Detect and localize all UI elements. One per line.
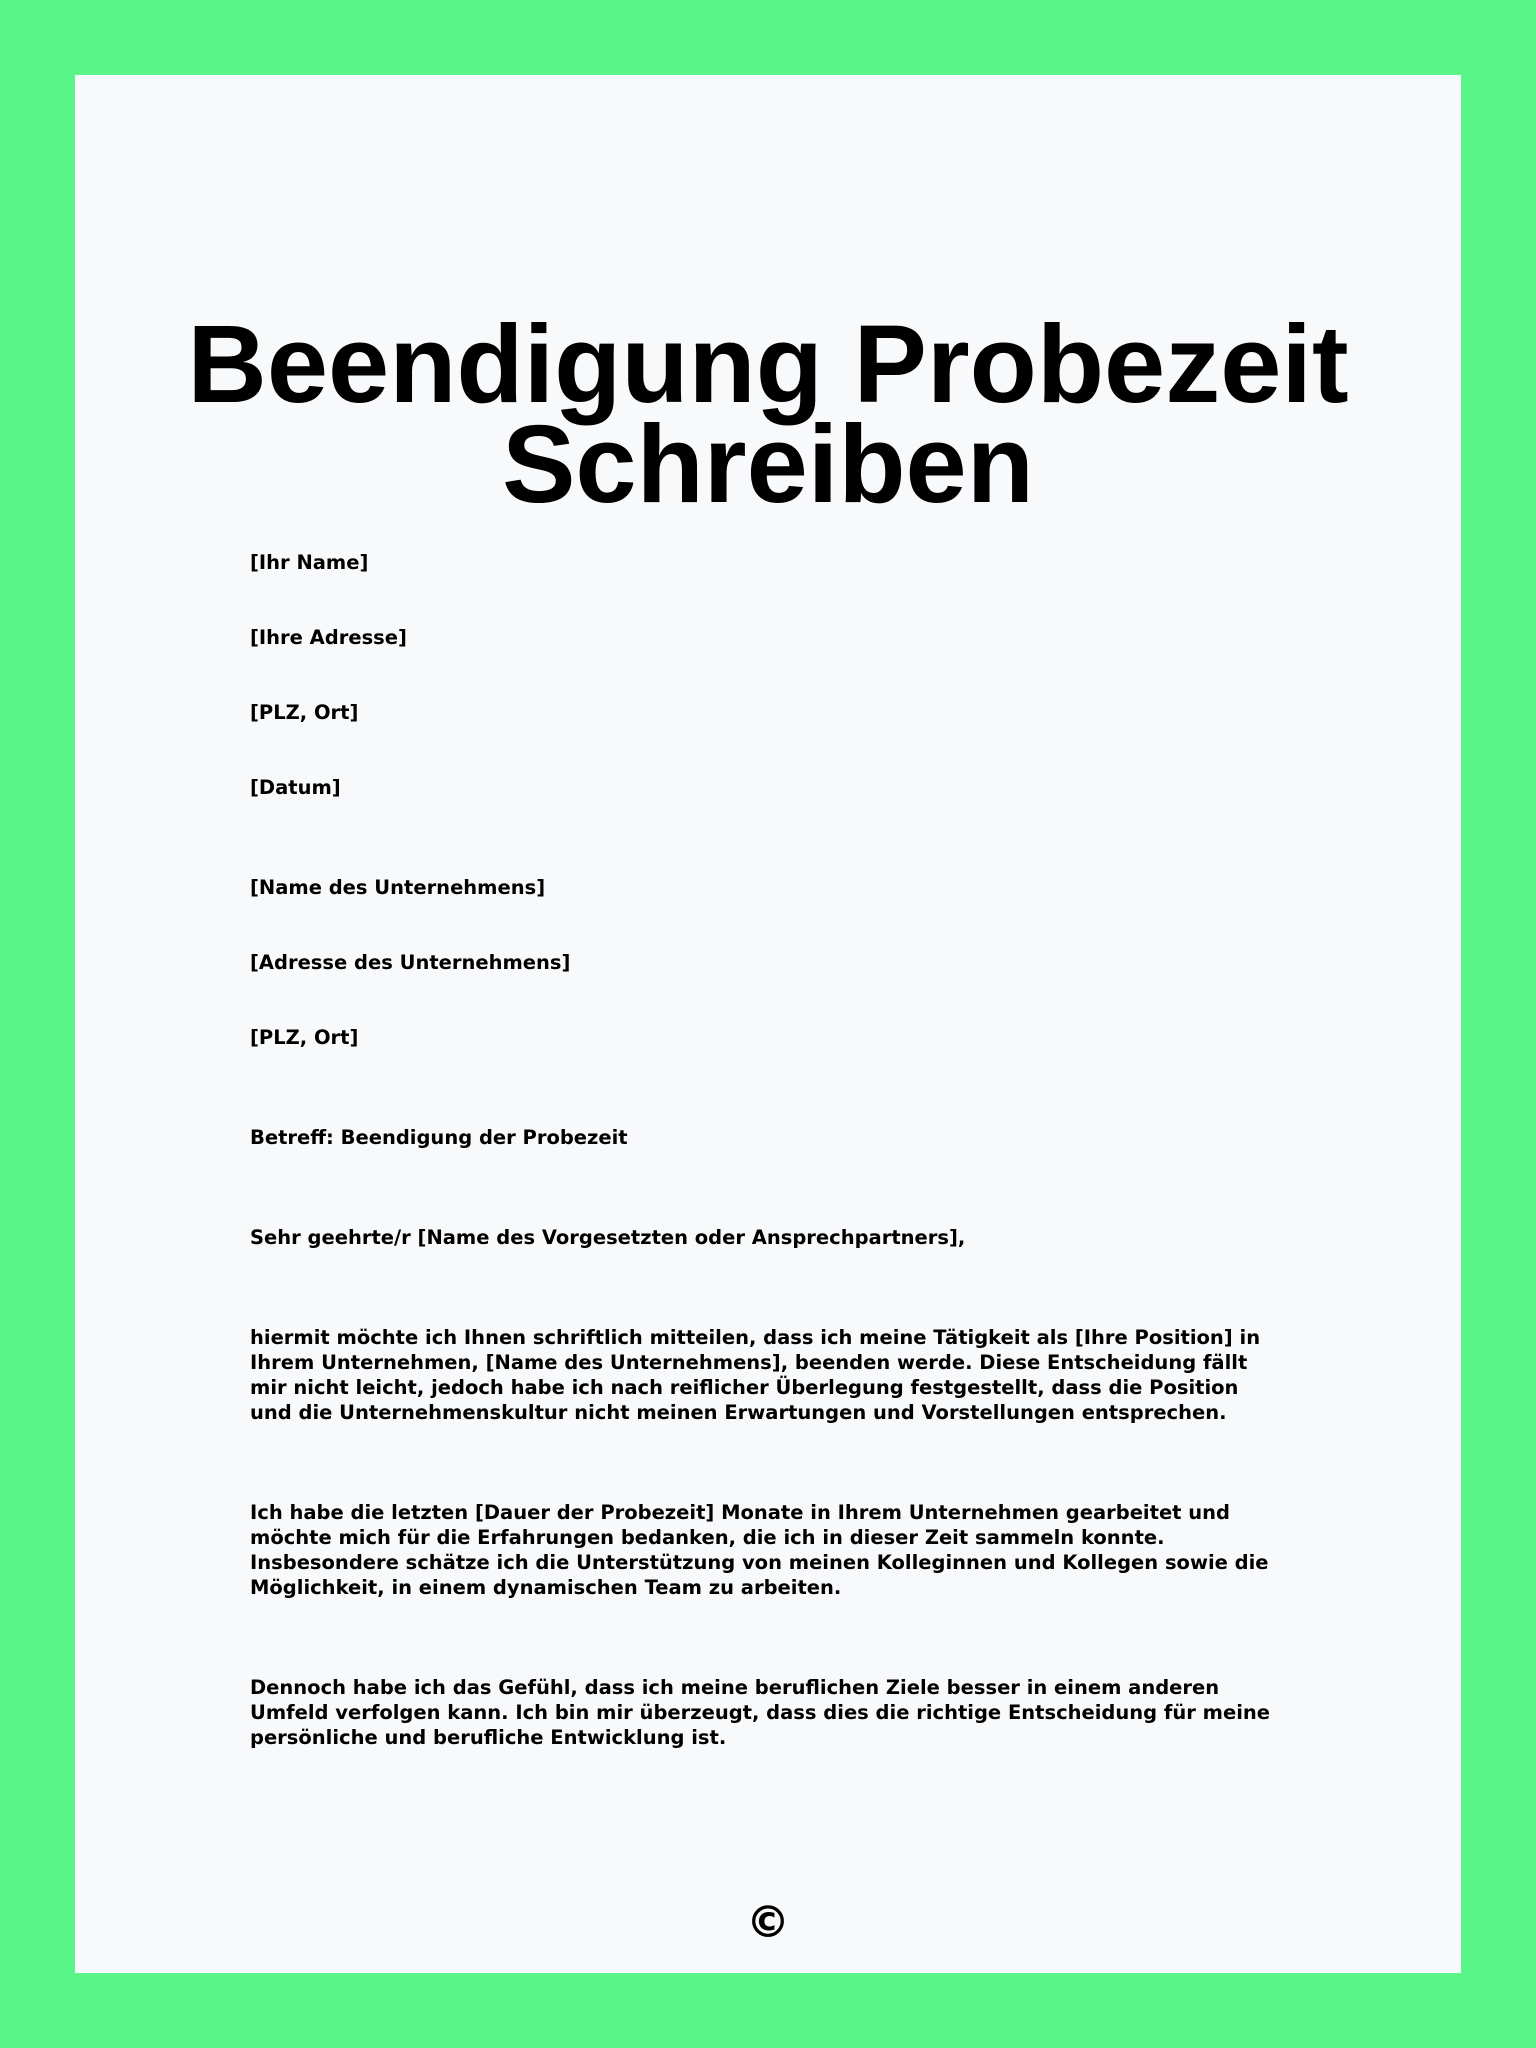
sender-name: [Ihr Name] [250,551,369,574]
document-title [75,303,1461,526]
sender-postal-city: [PLZ, Ort] [250,701,359,724]
title-line-2: Schreiben [502,403,1034,526]
letter-date: [Datum] [250,776,341,799]
letter-subject: Betreff: Beendigung der Probezeit [250,1126,628,1149]
letter-salutation: Sehr geehrte/r [Name des Vorgesetzten oder Ansprechpartners], [250,1226,966,1249]
recipient-address: [Adresse des Unternehmens] [250,951,571,974]
recipient-postal-city: [PLZ, Ort] [250,1026,359,1049]
sender-address: [Ihre Adresse] [250,626,407,649]
document-page [75,75,1461,1973]
paragraph-1: hiermit möchte ich Ihnen schriftlich mitteilen, dass ich meine Tätigkeit als [Ihre Position] in Ihrem Unternehmen, [Name des Unternehmens], beenden werde. Diese Entscheidung fällt mir nicht leicht, jedoch habe ich nach reiflicher Überlegung festgestellt, dass die Position und die Unternehmenskultur nicht meinen Erwartungen und Vorstellungen entsprechen. [250,1326,1261,1424]
recipient-company: [Name des Unternehmens] [250,876,546,899]
copyright-icon: © [746,1897,790,1948]
paragraph-2: Ich habe die letzten [Dauer der Probezeit] Monate in Ihrem Unternehmen gearbeitet und möchte mich für die Erfahrungen bedanken, die ich in dieser Zeit sammeln konnte. Insbesondere schätze ich die Unterstützung von meinen Kolleginnen und Kollegen sowie die Möglichkeit, in einem dynamischen Team zu arbeiten. [250,1501,1269,1599]
title-line-1: Beendigung Probezeit [187,303,1349,426]
paragraph-3: Dennoch habe ich das Gefühl, dass ich meine beruflichen Ziele besser in einem anderen Umfeld verfolgen kann. Ich bin mir überzeugt, dass dies die richtige Entscheidung für meine persönliche und berufliche Entwicklung ist. [250,1676,1270,1749]
